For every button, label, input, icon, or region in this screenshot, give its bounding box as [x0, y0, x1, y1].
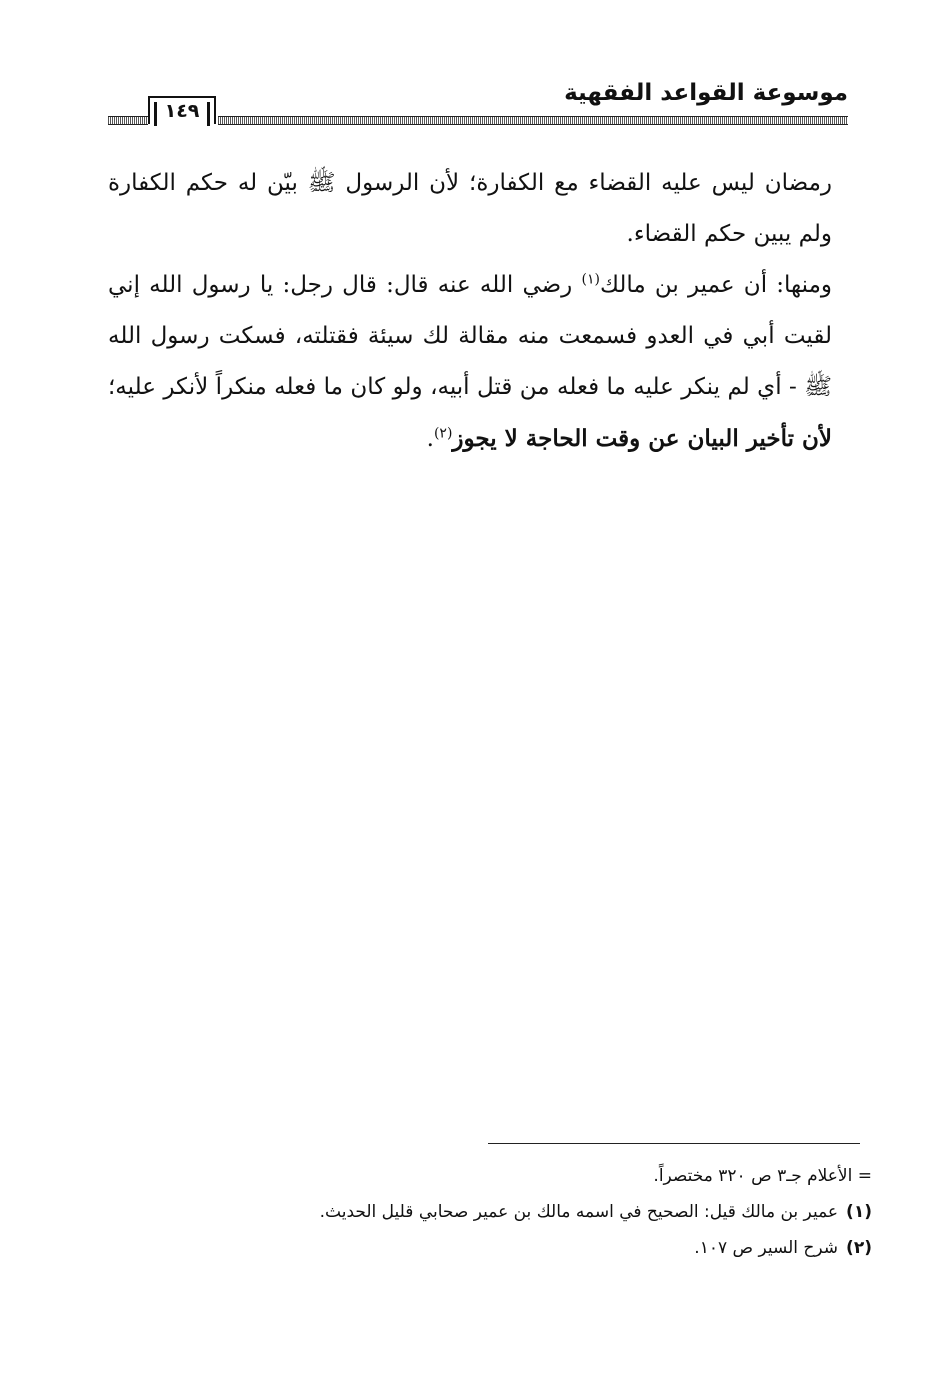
paragraph-2-text-middle: رضي الله عنه قال: قال رجل: يا رسول الله إني لقيت أبي في العدو فسمعت منه مقالة لك سيئة فقتلته، فسكت رسول الله ﷺ - أي لم ينكر عليه ما فعله من قتل أبيه، ولو كان ما فعله منكراً لأنكر عليه؛	[108, 272, 832, 400]
header-rule-right	[218, 116, 848, 125]
footnote-1-number: (١)	[846, 1202, 872, 1222]
page-number: ١٤٩	[164, 100, 200, 122]
page-number-box	[148, 96, 216, 124]
footnote-ref-1[interactable]: (١)	[581, 271, 600, 288]
footnote-ref-2[interactable]: (٢)	[433, 425, 453, 442]
footnote-1	[150, 1194, 872, 1230]
paragraph-2-bold-rule: لأن تأخير البيان عن وقت الحاجة لا يجوز	[452, 425, 832, 452]
footnote-2-number: (٢)	[846, 1238, 872, 1258]
paragraph-2	[108, 260, 832, 465]
footnotes	[150, 1158, 872, 1266]
paragraph-2-text-start: ومنها: أن عمير بن مالك	[599, 272, 833, 298]
footnote-2	[150, 1230, 872, 1266]
footnote-separator	[488, 1143, 860, 1144]
header-rule-left	[108, 116, 148, 125]
footnote-2-text: شرح السير ص ١٠٧.	[694, 1238, 839, 1258]
paragraph-2-text-end: .	[426, 426, 434, 452]
running-title: موسوعة القواعد الفقهية	[564, 80, 848, 106]
page-header	[108, 76, 848, 126]
footnote-1-text: عمير بن مالك قيل: الصحيح في اسمه مالك بن عمير صحابي قليل الحديث.	[319, 1202, 839, 1222]
main-text	[108, 158, 832, 465]
paragraph-1: رمضان ليس عليه القضاء مع الكفارة؛ لأن الرسول ﷺ بيّن له حكم الكفارة ولم يبين حكم القضاء.	[108, 170, 832, 247]
footnote-continuation: = الأعلام جـ٣ ص ٣٢٠ مختصراً.	[653, 1166, 872, 1186]
